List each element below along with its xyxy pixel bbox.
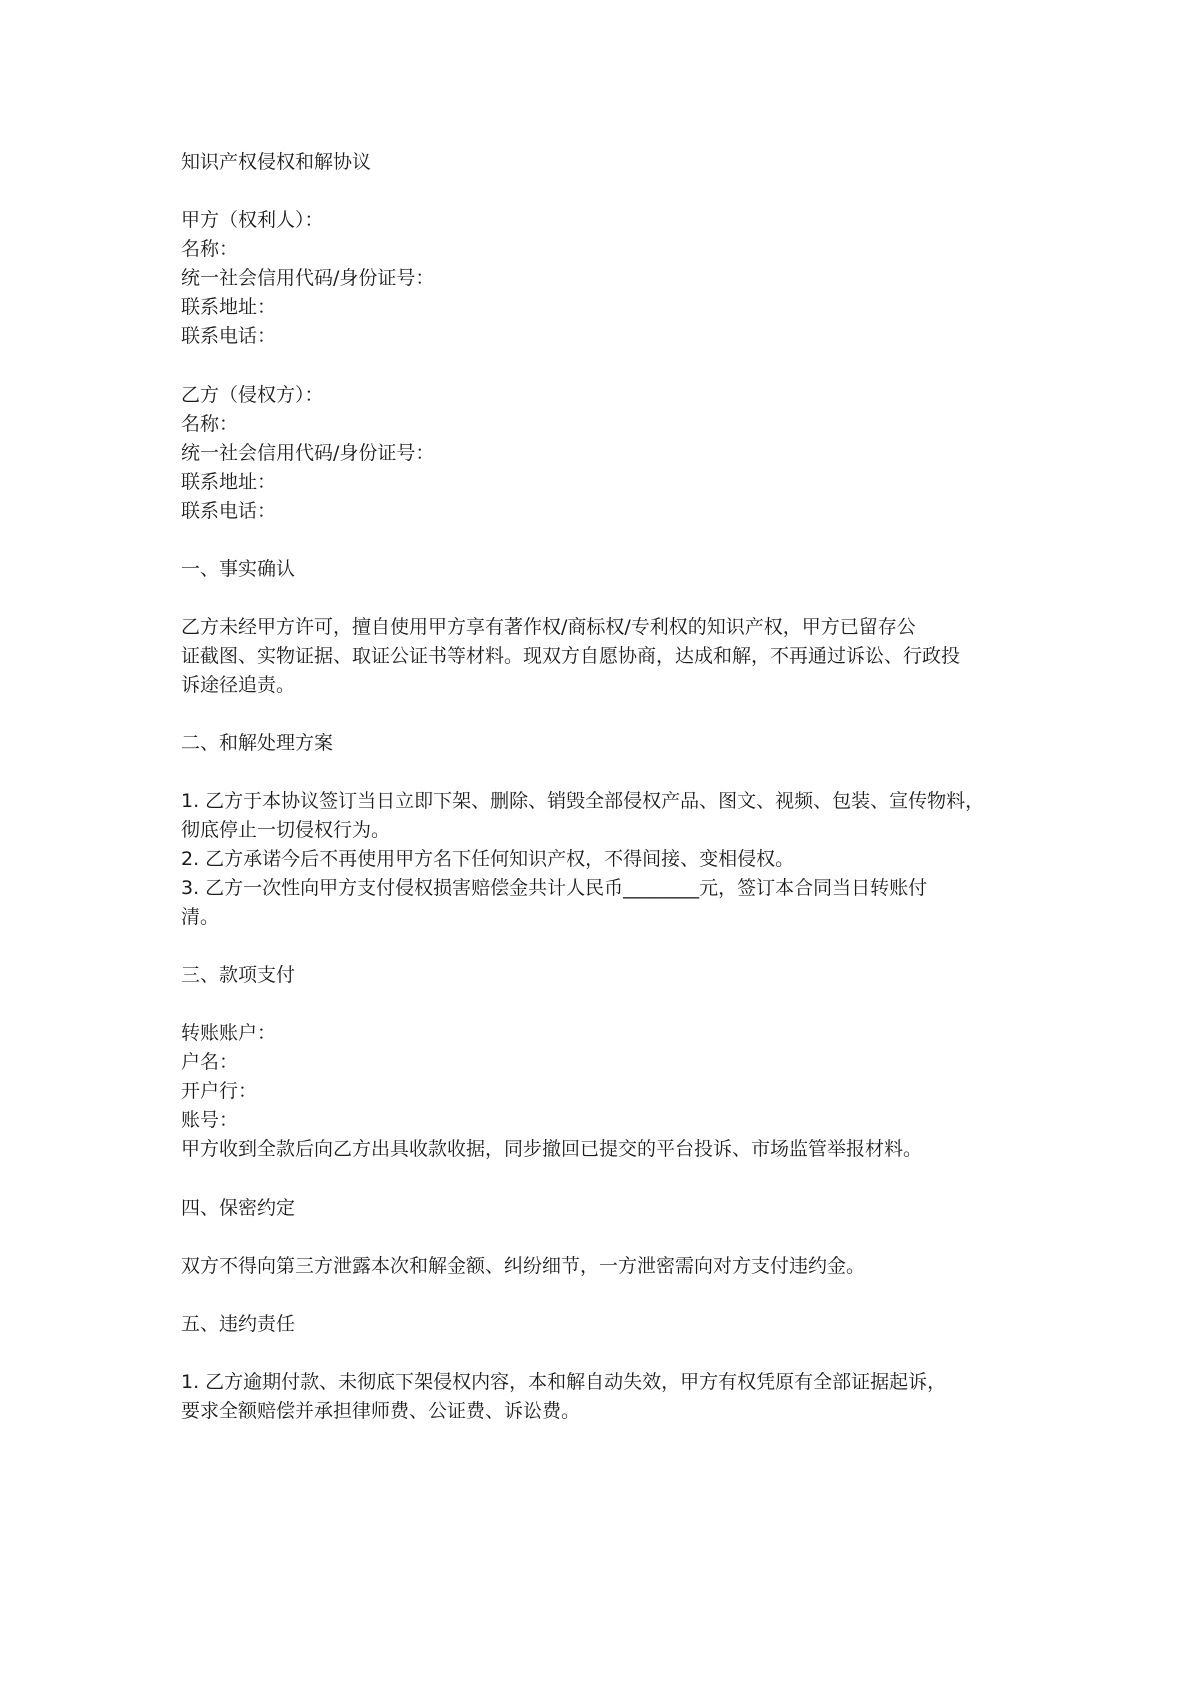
party-b-phone: 联系电话：: [181, 500, 277, 522]
paragraph-line: 诉途径追责。: [181, 674, 296, 696]
section-heading: 一、事实确认: [181, 558, 296, 580]
paragraph-line: 转账账户：: [181, 1022, 277, 1044]
party-b-id: 统一社会信用代码/身份证号：: [181, 442, 435, 464]
section-heading: 三、款项支付: [181, 964, 296, 986]
party-a-phone: 联系电话：: [181, 325, 277, 347]
paragraph-line: 1. 乙方逾期付款、未彻底下架侵权内容，本和解自动失效，甲方有权凭原有全部证据起诉，: [181, 1371, 947, 1393]
party-b-address: 联系地址：: [181, 471, 277, 493]
paragraph-line: 2. 乙方承诺今后不再使用甲方名下任何知识产权，不得间接、变相侵权。: [181, 848, 795, 870]
paragraph-line: 开户行：: [181, 1080, 258, 1102]
section-heading: 五、违约责任: [181, 1313, 296, 1335]
paragraph-line: 证截图、实物证据、取证公证书等材料。现双方自愿协商，达成和解，不再通过诉讼、行政投: [181, 645, 961, 667]
paragraph-line: 甲方收到全款后向乙方出具收款收据，同步撤回已提交的平台投诉、市场监管举报材料。: [181, 1138, 923, 1160]
paragraph-line: 账号：: [181, 1109, 239, 1131]
party-a-id: 统一社会信用代码/身份证号：: [181, 267, 435, 289]
document-title: 知识产权侵权和解协议: [181, 151, 372, 173]
paragraph-line: 3. 乙方一次性向甲方支付侵权损害赔偿金共计人民币________元，签订本合同当日转账付: [181, 877, 928, 899]
section-heading: 二、和解处理方案: [181, 732, 334, 754]
party-b-name: 名称：: [181, 413, 239, 435]
paragraph-line: 1. 乙方于本协议签订当日立即下架、删除、销毁全部侵权产品、图文、视频、包装、宣传物料，: [181, 790, 985, 812]
party-b-heading: 乙方（侵权方）：: [181, 384, 324, 406]
paragraph-line: 乙方未经甲方许可，擅自使用甲方享有著作权/商标权/专利权的知识产权，甲方已留存公: [181, 616, 916, 638]
party-a-address: 联系地址：: [181, 296, 277, 318]
paragraph-line: 清。: [181, 906, 220, 928]
section-heading: 四、保密约定: [181, 1197, 296, 1219]
paragraph-line: 彻底停止一切侵权行为。: [181, 819, 391, 841]
paragraph-line: 要求全额赔偿并承担律师费、公证费、诉讼费。: [181, 1400, 581, 1422]
party-a-name: 名称：: [181, 238, 239, 260]
party-a-heading: 甲方（权利人）：: [181, 209, 324, 231]
paragraph-line: 双方不得向第三方泄露本次和解金额、纠纷细节，一方泄密需向对方支付违约金。: [181, 1255, 866, 1277]
paragraph-line: 户名：: [181, 1051, 239, 1073]
